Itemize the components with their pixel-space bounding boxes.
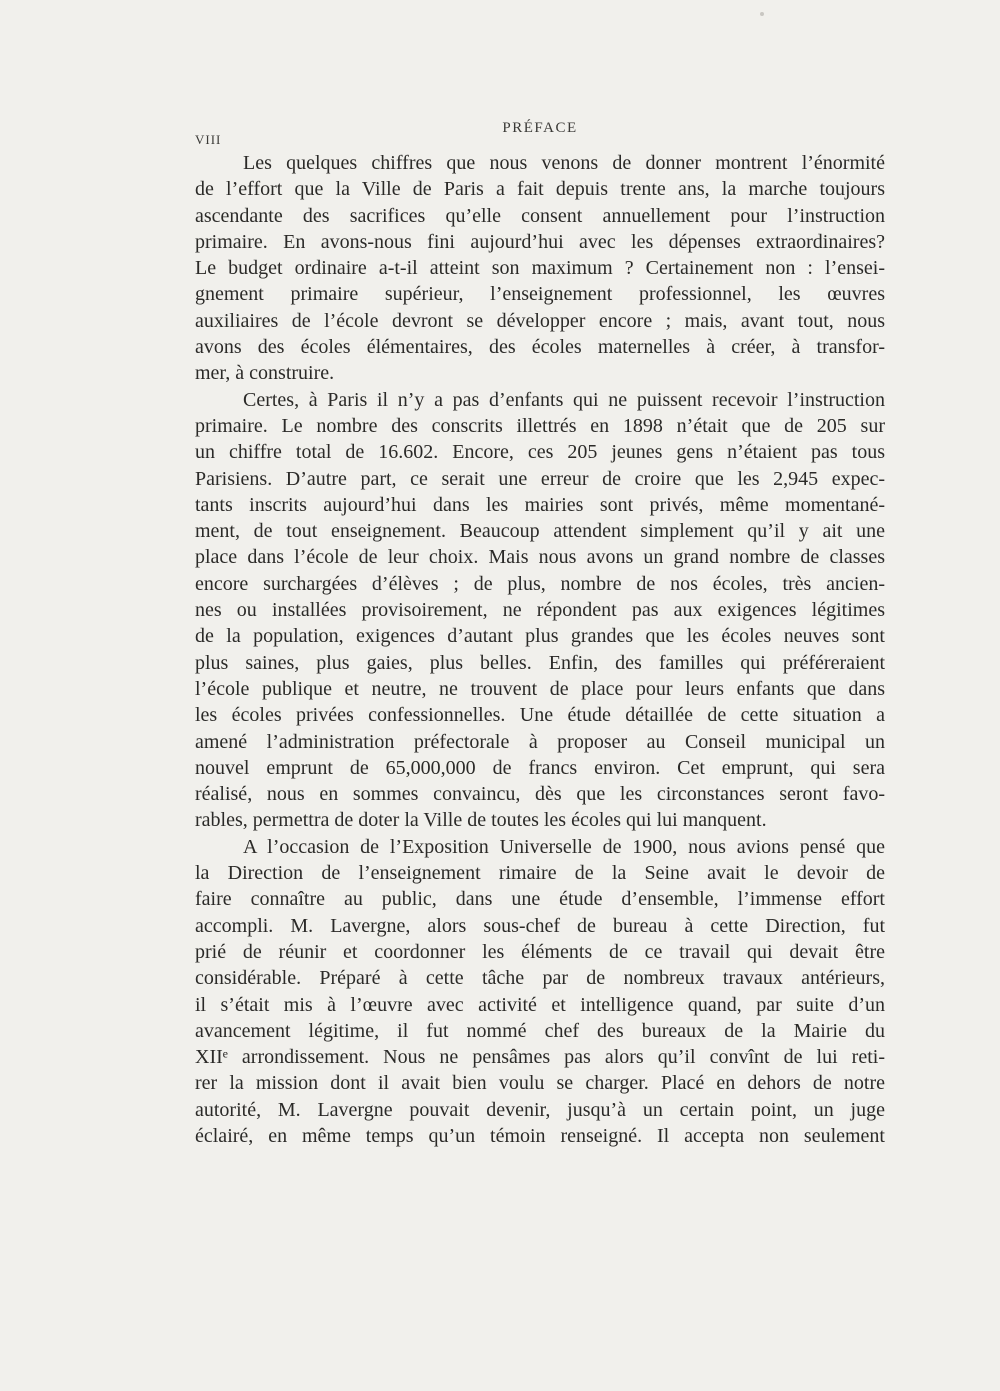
text-line: de l’effort que la Ville de Paris a fait depuis trente ans, la marche toujours bbox=[195, 178, 885, 201]
text-line: Certes, à Paris il n’y a pas d’enfants qui ne puissent recevoir l’instruction bbox=[243, 388, 885, 411]
text-line: accompli. M. Lavergne, alors sous-chef de bureau à cette Direction, fut bbox=[195, 914, 885, 937]
text-line: A l’occasion de l’Exposition Universelle de 1900, nous avions pensé que bbox=[243, 835, 885, 858]
text-line: Les quelques chiffres que nous venons de donner montrent l’énormité bbox=[243, 152, 885, 174]
text-line: autorité, M. Lavergne pouvait devenir, jusqu’à un certain point, un juge bbox=[195, 1098, 885, 1121]
text-line: rer la mission dont il avait bien voulu se charger. Placé en dehors de notre bbox=[195, 1072, 885, 1095]
text-line: XIIᵉ arrondissement. Nous ne pensâmes pas alors qu’il convînt de lui reti- bbox=[195, 1046, 885, 1069]
text-line: primaire. En avons-nous fini aujourd’hui avec les dépenses extraordinaires? bbox=[195, 230, 885, 253]
page-header bbox=[195, 120, 885, 147]
text-line: encore surchargées d’élèves ; de plus, nombre de nos écoles, très ancien- bbox=[195, 572, 885, 595]
text-line: amené l’administration préfectorale à proposer au Conseil municipal un bbox=[195, 730, 885, 753]
text-line: un chiffre total de 16.602. Encore, ces 205 jeunes gens n’étaient pas tous bbox=[195, 441, 885, 464]
text-line: avancement légitime, il fut nommé chef des bureaux de la Mairie du bbox=[195, 1019, 885, 1042]
text-line: gnement primaire supérieur, l’enseignement professionnel, les œuvres bbox=[195, 283, 885, 306]
text-line: il s’était mis à l’œuvre avec activité et intelligence quand, par suite d’un bbox=[195, 993, 885, 1016]
text-line: avons des écoles élémentaires, des écoles maternelles à créer, à transfor- bbox=[195, 336, 885, 359]
text-line: Parisiens. D’autre part, ce serait une erreur de croire que les 2,945 expec- bbox=[195, 467, 885, 490]
text-line: auxiliaires de l’école devront se développer encore ; mais, avant tout, nous bbox=[195, 309, 885, 332]
page-number: VIII bbox=[195, 132, 222, 147]
text-line: la Direction de l’enseignement rimaire de la Seine avait le devoir de bbox=[195, 862, 885, 885]
text-line: plus saines, plus gaies, plus belles. Enfin, des familles qui préféreraient bbox=[195, 651, 885, 674]
text-line: Le budget ordinaire a-t-il atteint son maximum ? Certainement non : l’ensei- bbox=[195, 257, 885, 280]
text-line: les écoles privées confessionnelles. Une étude détaillée de cette situation a bbox=[195, 704, 885, 727]
text-line: ascendante des sacrifices qu’elle consent annuellement pour l’instruction bbox=[195, 204, 885, 227]
paper-speck bbox=[760, 12, 764, 16]
text-line: place dans l’école de leur choix. Mais nous avons un grand nombre de classes bbox=[195, 546, 885, 569]
text-line: nes ou installées provisoirement, ne répondent pas aux exigences légitimes bbox=[195, 599, 885, 622]
text-line: nouvel emprunt de 65,000,000 de francs environ. Cet emprunt, qui sera bbox=[195, 756, 885, 779]
text-line: faire connaître au public, dans une étude d’ensemble, l’immense effort bbox=[195, 888, 885, 911]
running-title: PRÉFACE bbox=[502, 120, 578, 136]
text-line: ment, de tout enseignement. Beaucoup attendent simplement qu’il y ait une bbox=[195, 520, 885, 543]
text-line: mer, à construire. bbox=[195, 362, 335, 385]
text-line: primaire. Le nombre des conscrits illettrés en 1898 n’était que de 205 sur bbox=[195, 414, 885, 437]
text-line: éclairé, en même temps qu’un témoin renseigné. Il accepta non seulement bbox=[195, 1124, 885, 1147]
body-text bbox=[195, 150, 885, 1149]
text-line: de la population, exigences d’autant plus grandes que les écoles neuves sont bbox=[195, 625, 885, 648]
text-line: considérable. Préparé à cette tâche par de nombreux travaux antérieurs, bbox=[195, 967, 885, 990]
text-line: l’école publique et neutre, ne trouvent de place pour leurs enfants que dans bbox=[195, 677, 885, 700]
text-line: réalisé, nous en sommes convaincu, dès que les circonstances seront favo- bbox=[195, 783, 885, 806]
text-line: prié de réunir et coordonner les éléments de ce travail qui devait être bbox=[195, 940, 885, 963]
text-line: rables, permettra de doter la Ville de toutes les écoles qui lui manquent. bbox=[195, 809, 767, 832]
text-line: tants inscrits aujourd’hui dans les mairies sont privés, même momentané- bbox=[195, 493, 885, 516]
